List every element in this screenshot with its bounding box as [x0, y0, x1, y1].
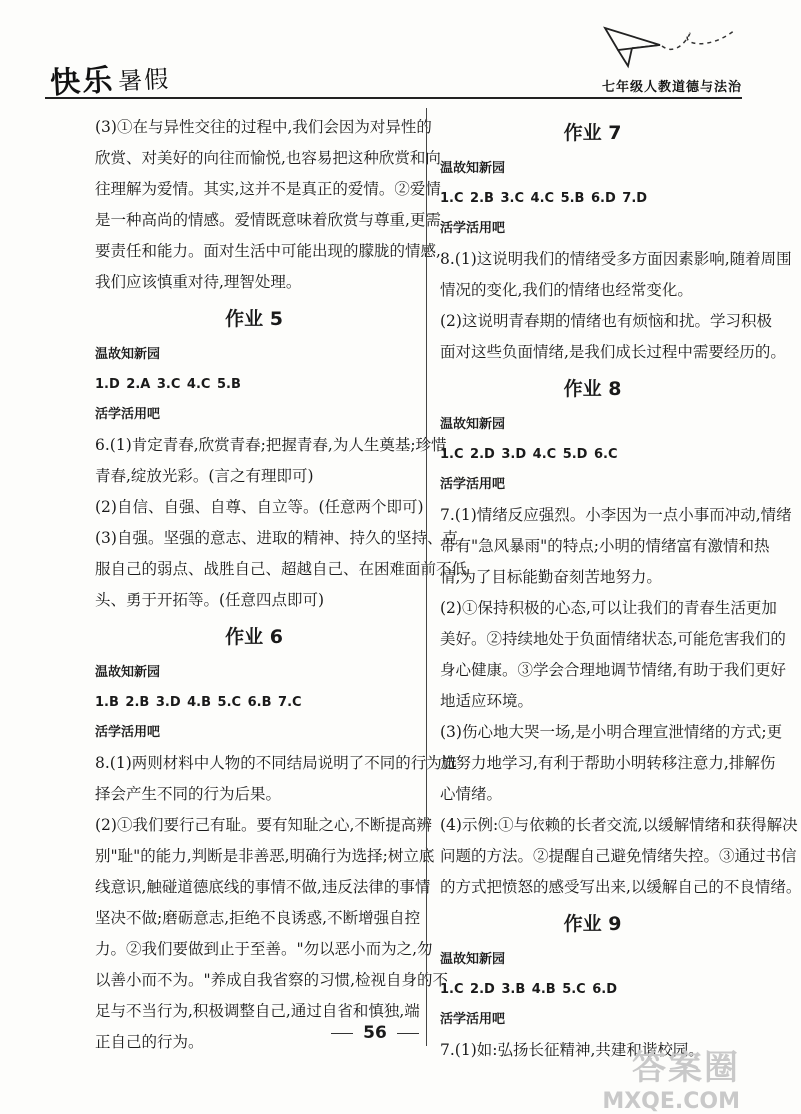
right-paragraph-line: 情,为了目标能勤奋刻苦地努力。	[440, 568, 662, 586]
left-paragraph-line: 往理解为爱情。其实,这并不是真正的爱情。②爱情	[95, 180, 441, 198]
watermark-bottom: MXQE.COM	[602, 1089, 740, 1114]
brand-text-a: 快乐	[49, 62, 116, 102]
right-paragraph-line: 的方式把愤怒的感受写出来,以缓解自己的不良情绪。	[440, 878, 801, 896]
brand-text-b: 暑假	[117, 64, 171, 96]
watermark	[602, 1040, 740, 1114]
right-paragraph-line: 地适应环境。	[440, 692, 534, 710]
left-paragraph-line: 我们应该慎重对待,理智处理。	[95, 273, 302, 291]
page-header	[0, 0, 750, 100]
left-section-label: 活学活用吧	[95, 407, 161, 422]
watermark-top: 答案圈	[632, 1048, 740, 1088]
page-number-text: 56	[363, 1023, 387, 1043]
right-paragraph-line: 带有"急风暴雨"的特点;小明的情绪富有激情和热	[440, 537, 770, 555]
paper-plane-icon	[600, 20, 740, 75]
left-paragraph-line: 头、勇于开拓等。(任意四点即可)	[95, 591, 325, 609]
page-dash-right	[397, 1033, 419, 1034]
right-answer-line: 1.C 2.B 3.C 4.C 5.B 6.D 7.D	[440, 191, 648, 206]
left-paragraph-line: 青春,绽放光彩。(言之有理即可)	[95, 467, 314, 485]
left-paragraph-line: 8.(1)两则材料中人物的不同结局说明了不同的行为选	[95, 754, 458, 772]
left-paragraph-line: (3)①在与异性交往的过程中,我们会因为对异性的	[95, 118, 432, 136]
left-paragraph-line: 6.(1)肯定青春,欣赏青春;把握青春,为人生奠基;珍惜	[95, 436, 447, 454]
page-dash-left	[331, 1033, 353, 1034]
left-paragraph-line: 要责任和能力。面对生活中可能出现的朦胧的情感,	[95, 242, 441, 260]
left-answer-line: 1.D 2.A 3.C 4.C 5.B	[95, 377, 241, 392]
left-section-label: 温故知新园	[95, 665, 161, 680]
right-homework-heading: 作业 9	[563, 913, 622, 935]
right-section-label: 活学活用吧	[440, 1012, 506, 1027]
right-section-label: 活学活用吧	[440, 221, 506, 236]
right-paragraph-line: (4)示例:①与依赖的长者交流,以缓解情绪和获得解决	[440, 816, 798, 834]
right-section-label: 温故知新园	[440, 952, 506, 967]
right-answer-line: 1.C 2.D 3.B 4.B 5.C 6.D	[440, 982, 618, 997]
right-paragraph-line: 心情绪。	[440, 785, 503, 803]
left-paragraph-line: 别"耻"的能力,判断是非善恶,明确行为选择;树立底	[95, 847, 435, 865]
right-paragraph-line: 情况的变化,我们的情绪也经常变化。	[440, 281, 693, 299]
left-paragraph-line: 服自己的弱点、战胜自己、超越自己、在困难面前不低	[95, 560, 468, 578]
column-divider	[426, 108, 427, 1046]
left-homework-heading: 作业 6	[225, 626, 283, 648]
left-paragraph-line: (2)自信、自强、自尊、自立等。(任意两个即可)	[95, 498, 424, 516]
right-section-label: 温故知新园	[440, 417, 506, 432]
right-paragraph-line: 8.(1)这说明我们的情绪受多方面因素影响,随着周围	[440, 250, 792, 268]
right-paragraph-line: 面对这些负面情绪,是我们成长过程中需要经历的。	[440, 343, 786, 361]
left-paragraph-line: (2)①我们要行己有耻。要有知耻之心,不断提高辨	[95, 816, 432, 834]
left-paragraph-line: 正自己的行为。	[95, 1033, 204, 1051]
right-paragraph-line: 身心健康。③学会合理地调节情绪,有助于我们更好	[440, 661, 786, 679]
right-section-label: 温故知新园	[440, 161, 506, 176]
left-section-label: 温故知新园	[95, 347, 161, 362]
left-paragraph-line: 是一种高尚的情感。爱情既意味着欣赏与尊重,更需	[95, 211, 441, 229]
left-paragraph-line: (3)自强。坚强的意志、进取的精神、持久的坚持、克	[95, 529, 458, 547]
left-paragraph-line: 以善小而不为。"养成自我省察的习惯,检视自身的不	[95, 971, 449, 989]
subject-label: 七年级人教道德与法治	[601, 80, 742, 95]
right-column	[440, 112, 801, 1066]
right-homework-heading: 作业 8	[563, 378, 622, 400]
right-paragraph-line: 7.(1)情绪反应强烈。小李因为一点小事而冲动,情绪	[440, 506, 792, 524]
left-answer-line: 1.B 2.B 3.D 4.B 5.C 6.B 7.C	[95, 695, 302, 710]
left-homework-heading: 作业 5	[225, 308, 283, 330]
header-rule	[45, 97, 742, 99]
right-paragraph-line: (2)①保持积极的心态,可以让我们的青春生活更加	[440, 599, 777, 617]
right-homework-heading: 作业 7	[563, 122, 622, 144]
left-section-label: 活学活用吧	[95, 725, 161, 740]
right-paragraph-line: (3)伤心地大哭一场,是小明合理宣泄情绪的方式;更	[440, 723, 783, 741]
right-paragraph-line: 7.(1)如:弘扬长征精神,共建和谐校园。	[440, 1041, 704, 1059]
left-paragraph-line: 择会产生不同的行为后果。	[95, 785, 282, 803]
right-section-label: 活学活用吧	[440, 477, 506, 492]
right-paragraph-line: (2)这说明青春期的情绪也有烦恼和扰。学习积极	[440, 312, 772, 330]
left-paragraph-line: 足与不当行为,积极调整自己,通过自省和慎独,端	[95, 1002, 420, 1020]
right-paragraph-line: 问题的方法。②提醒自己避免情绪失控。③通过书信	[440, 847, 797, 865]
left-paragraph-line: 欣赏、对美好的向往而愉悦,也容易把这种欣赏和向	[95, 149, 441, 167]
right-paragraph-line: 美好。②持续地处于负面情绪状态,可能危害我们的	[440, 630, 786, 648]
left-paragraph-line: 力。②我们要做到止于至善。"勿以恶小而为之,勿	[95, 940, 433, 958]
left-paragraph-line: 坚决不做;磨砺意志,拒绝不良诱惑,不断增强自控	[95, 909, 421, 927]
brand-title	[49, 52, 171, 102]
left-paragraph-line: 线意识,触碰道德底线的事情不做,违反法律的事情	[95, 878, 431, 896]
right-paragraph-line: 加努力地学习,有利于帮助小明转移注意力,排解伤	[440, 754, 776, 772]
left-column	[95, 112, 468, 1058]
right-answer-line: 1.C 2.D 3.D 4.C 5.D 6.C	[440, 447, 618, 462]
